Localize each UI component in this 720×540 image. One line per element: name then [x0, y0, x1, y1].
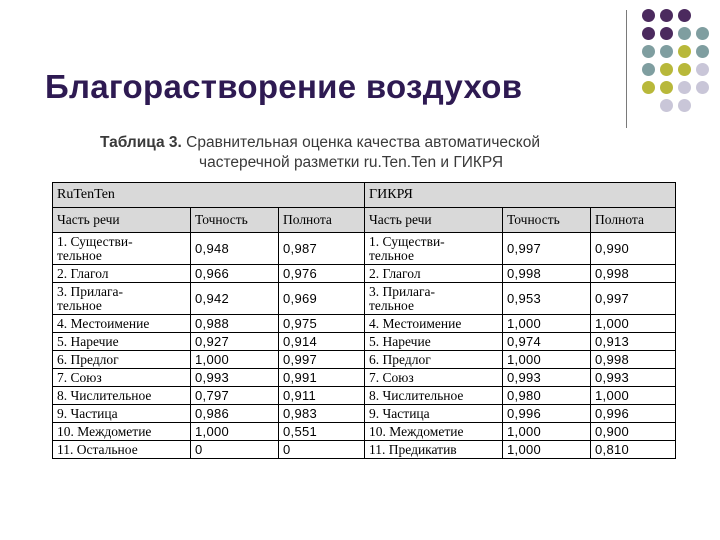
deco-dot	[660, 63, 673, 76]
table-row	[53, 333, 676, 351]
part-of-speech-cell: 6. Предлог	[365, 351, 503, 369]
precision-cell: 0,997	[503, 233, 591, 265]
precision-cell: 0,966	[191, 265, 279, 283]
deco-dot	[642, 9, 655, 22]
part-of-speech-cell: 1. Существи- тельное	[365, 233, 503, 265]
table-row	[53, 423, 676, 441]
table-row	[53, 351, 676, 369]
table-body	[53, 233, 676, 459]
deco-dot	[642, 63, 655, 76]
deco-dot	[642, 27, 655, 40]
caption-line-2: частеречной разметки ru.Ten.Ten и ГИКРЯ	[199, 154, 504, 171]
decorative-dot-grid	[641, 9, 720, 119]
deco-dot	[660, 99, 673, 112]
deco-dot	[678, 99, 691, 112]
recall-cell: 0,976	[279, 265, 365, 283]
recall-cell: 0,983	[279, 405, 365, 423]
recall-cell: 0,990	[591, 233, 676, 265]
caption-line-1: Сравнительная оценка качества автоматической	[186, 134, 540, 151]
deco-dot	[678, 45, 691, 58]
part-of-speech-cell: 9. Частица	[53, 405, 191, 423]
recall-cell: 0,998	[591, 351, 676, 369]
recall-cell: 0,969	[279, 283, 365, 315]
table-row	[53, 369, 676, 387]
part-of-speech-cell: 3. Прилага- тельное	[365, 283, 503, 315]
table-row	[53, 265, 676, 283]
column-header: Полнота	[591, 208, 676, 233]
column-header: Полнота	[279, 208, 365, 233]
precision-cell: 0,797	[191, 387, 279, 405]
precision-cell: 1,000	[503, 315, 591, 333]
precision-cell: 1,000	[191, 423, 279, 441]
recall-cell: 0,997	[279, 351, 365, 369]
system-name-gikrya: ГИКРЯ	[365, 183, 676, 208]
deco-dot	[696, 63, 709, 76]
precision-cell: 0,993	[191, 369, 279, 387]
recall-cell: 0,991	[279, 369, 365, 387]
part-of-speech-cell: 4. Местоимение	[365, 315, 503, 333]
part-of-speech-cell: 10. Междометие	[365, 423, 503, 441]
slide-title: Благорастворение воздухов	[45, 68, 523, 105]
deco-dot	[660, 81, 673, 94]
part-of-speech-cell: 2. Глагол	[365, 265, 503, 283]
column-header: Часть речи	[53, 208, 191, 233]
deco-dot	[660, 27, 673, 40]
recall-cell: 0,914	[279, 333, 365, 351]
part-of-speech-cell: 1. Существи- тельное	[53, 233, 191, 265]
deco-dot	[660, 45, 673, 58]
recall-cell: 0,993	[591, 369, 676, 387]
title-divider-line	[626, 10, 627, 128]
part-of-speech-cell: 11. Предикатив	[365, 441, 503, 459]
recall-cell: 0,810	[591, 441, 676, 459]
recall-cell: 0,900	[591, 423, 676, 441]
table-row	[53, 233, 676, 265]
part-of-speech-cell: 8. Числительное	[365, 387, 503, 405]
deco-dot	[678, 63, 691, 76]
precision-cell: 1,000	[503, 351, 591, 369]
precision-cell: 1,000	[503, 423, 591, 441]
pos-tagging-comparison-table	[52, 182, 676, 459]
deco-dot	[642, 81, 655, 94]
deco-dot	[678, 81, 691, 94]
recall-cell: 0,998	[591, 265, 676, 283]
caption-label: Таблица 3.	[100, 134, 182, 151]
recall-cell: 0,975	[279, 315, 365, 333]
deco-dot	[696, 81, 709, 94]
table-row	[53, 283, 676, 315]
deco-dot	[660, 9, 673, 22]
column-header-row	[53, 208, 676, 233]
precision-cell: 0,953	[503, 283, 591, 315]
deco-dot	[678, 27, 691, 40]
part-of-speech-cell: 10. Междометие	[53, 423, 191, 441]
deco-dot	[696, 45, 709, 58]
recall-cell: 0	[279, 441, 365, 459]
precision-cell: 1,000	[191, 351, 279, 369]
precision-cell: 0,980	[503, 387, 591, 405]
part-of-speech-cell: 4. Местоимение	[53, 315, 191, 333]
part-of-speech-cell: 7. Союз	[365, 369, 503, 387]
column-header: Точность	[503, 208, 591, 233]
column-header: Часть речи	[365, 208, 503, 233]
precision-cell: 0,942	[191, 283, 279, 315]
recall-cell: 0,997	[591, 283, 676, 315]
part-of-speech-cell: 2. Глагол	[53, 265, 191, 283]
table-row	[53, 405, 676, 423]
precision-cell: 0,986	[191, 405, 279, 423]
deco-dot	[678, 9, 691, 22]
recall-cell: 0,551	[279, 423, 365, 441]
precision-cell: 0,927	[191, 333, 279, 351]
deco-dot	[642, 45, 655, 58]
part-of-speech-cell: 5. Наречие	[365, 333, 503, 351]
part-of-speech-cell: 3. Прилага- тельное	[53, 283, 191, 315]
precision-cell: 1,000	[503, 441, 591, 459]
recall-cell: 0,913	[591, 333, 676, 351]
deco-dot	[696, 27, 709, 40]
table-row	[53, 387, 676, 405]
precision-cell: 0,993	[503, 369, 591, 387]
precision-cell: 0,998	[503, 265, 591, 283]
part-of-speech-cell: 5. Наречие	[53, 333, 191, 351]
table-row	[53, 315, 676, 333]
recall-cell: 1,000	[591, 387, 676, 405]
part-of-speech-cell: 8. Числительное	[53, 387, 191, 405]
precision-cell: 0,988	[191, 315, 279, 333]
recall-cell: 0,911	[279, 387, 365, 405]
system-header-row	[53, 183, 676, 208]
precision-cell: 0,996	[503, 405, 591, 423]
recall-cell: 1,000	[591, 315, 676, 333]
table-caption	[100, 133, 640, 173]
precision-cell: 0,948	[191, 233, 279, 265]
part-of-speech-cell: 6. Предлог	[53, 351, 191, 369]
precision-cell: 0,974	[503, 333, 591, 351]
precision-cell: 0	[191, 441, 279, 459]
recall-cell: 0,996	[591, 405, 676, 423]
column-header: Точность	[191, 208, 279, 233]
part-of-speech-cell: 7. Союз	[53, 369, 191, 387]
table-row	[53, 441, 676, 459]
recall-cell: 0,987	[279, 233, 365, 265]
part-of-speech-cell: 9. Частица	[365, 405, 503, 423]
system-name-rutenten: RuTenTen	[53, 183, 365, 208]
part-of-speech-cell: 11. Остальное	[53, 441, 191, 459]
